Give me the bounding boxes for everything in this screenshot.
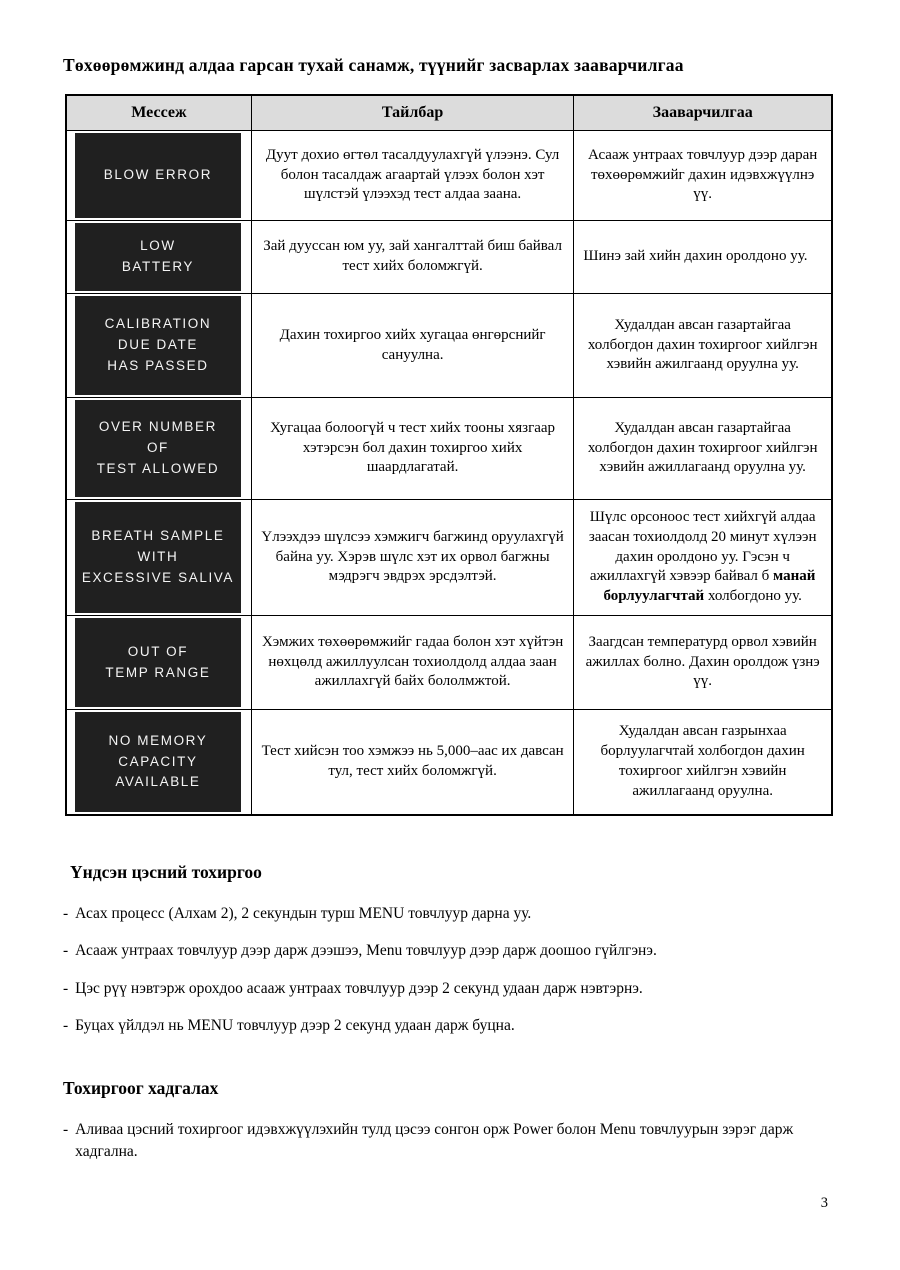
message-cell bbox=[66, 398, 251, 500]
table-row-calibration-due bbox=[66, 294, 832, 398]
instruction-text-bold: манай борлуулагчтай bbox=[603, 568, 816, 605]
device-display-over-number bbox=[75, 400, 241, 497]
bullet-text: Цэс рүү нэвтэрж орохдоо асааж унтраах товчлуур дээр 2 секунд удаан дарж нэвтэрнэ. bbox=[75, 979, 643, 997]
display-line: HAS PASSED bbox=[107, 357, 209, 373]
table-row-no-memory bbox=[66, 710, 832, 816]
bullet-marker: - bbox=[63, 1120, 69, 1138]
display-line: NO MEMORY bbox=[108, 732, 208, 748]
description-cell: Дуут дохио өгтөл тасалдуулахгүй үлээнэ. Сул болон тасалдаж агаартай үлээх болон хэт шүлстэй үлээхэд тест алдаа заана. bbox=[251, 131, 573, 221]
bullet-marker: - bbox=[63, 979, 69, 997]
message-cell bbox=[66, 221, 251, 294]
table-row-out-of-temp-range bbox=[66, 616, 832, 710]
description-cell: Үлээхдээ шүлсээ хэмжигч багжинд оруулахгүй байна уу. Хэрэв шүлс хэт их орвол багжны мэдрэгч эвдрэх эрсдэлтэй. bbox=[251, 500, 573, 616]
display-line: OF bbox=[146, 440, 169, 456]
instruction-cell: Худалдан авсан газартайгаа холбогдон дахин тохиргоог хийлгэн хэвийн ажилгаанд оруулна уу. bbox=[574, 294, 832, 398]
message-cell bbox=[66, 131, 251, 221]
error-message-table bbox=[65, 94, 833, 816]
section-heading-main-menu: Үндсэн цэсний тохиргоо bbox=[70, 862, 262, 882]
instruction-cell: Асааж унтраах товчлуур дээр даран төхөөрөмжийг дахин идэвхжүүлнэ үү. bbox=[574, 131, 832, 221]
device-display-out-of-temp bbox=[75, 618, 241, 707]
bullet-text: Аливаа цэсний тохиргоог идэвхжүүлэхийн тулд цэсээ сонгон орж Power болон Menu товчлуурын зэрэг дарж хадгална. bbox=[75, 1120, 794, 1161]
bullet-text: Асах процесс (Алхам 2), 2 секундын турш MENU товчлуур дарна уу. bbox=[75, 905, 532, 922]
device-display-excessive-saliva bbox=[75, 502, 241, 613]
instruction-text: Шүлс орсоноос тест хийхгүй алдаа заасан тохиолдолд 20 минут хүлээн дахин оролдоно уу. Гэсэн ч ажиллахгүй хэвээр байвал б bbox=[588, 509, 817, 585]
bullet-marker: - bbox=[63, 942, 69, 960]
display-line: CAPACITY bbox=[118, 753, 198, 769]
message-cell bbox=[66, 710, 251, 816]
display-line: TEMP RANGE bbox=[105, 664, 211, 680]
display-line: OUT OF bbox=[127, 643, 189, 659]
bullet-text: Буцах үйлдэл нь MENU товчлуур дээр 2 секунд удаан дарж буцна. bbox=[75, 1017, 515, 1035]
display-line: BATTERY bbox=[121, 259, 195, 274]
instruction-cell: Худалдан авсан газартайгаа холбогдон дахин тохиргоог хийлгэн хэвийн ажиллагаанд оруулна уу. bbox=[574, 398, 832, 500]
page-number: 3 bbox=[820, 1195, 828, 1211]
list-item bbox=[63, 940, 835, 962]
table-row-low-battery bbox=[66, 221, 832, 294]
list-item bbox=[63, 903, 835, 925]
display-line: BLOW ERROR bbox=[103, 167, 213, 183]
message-cell bbox=[66, 616, 251, 710]
display-line: OVER NUMBER bbox=[98, 419, 217, 435]
column-header-instruction: Зааварчилгаа bbox=[574, 95, 832, 131]
device-display-no-memory bbox=[75, 712, 241, 812]
table-row-over-number-tests bbox=[66, 398, 832, 500]
instruction-cell bbox=[574, 500, 832, 616]
table-header-row bbox=[66, 95, 832, 131]
display-line: LOW bbox=[140, 238, 176, 254]
description-cell: Зай дууссан юм уу, зай хангалттай биш байвал тест хийх боломжгүй. bbox=[251, 221, 573, 294]
display-line: CALIBRATION bbox=[104, 316, 212, 332]
list-item bbox=[63, 978, 835, 1000]
instruction-cell: Заагдсан температурд орвол хэвийн ажиллах болно. Дахин оролдож үзнэ үү. bbox=[574, 616, 832, 710]
page-title: Төхөөрөмжинд алдаа гарсан тухай санамж, түүнийг засварлах зааварчилгаа bbox=[63, 55, 684, 75]
device-display-low-battery bbox=[75, 223, 241, 291]
message-cell bbox=[66, 294, 251, 398]
section-save-settings bbox=[63, 1078, 835, 1164]
column-header-description: Тайлбар bbox=[251, 95, 573, 131]
bullet-list bbox=[63, 903, 835, 1038]
bullet-marker: - bbox=[63, 905, 69, 922]
description-cell: Хэмжих төхөөрөмжийг гадаа болон хэт хүйтэн нөхцөлд ажиллуулсан тохиолдолд алдаа заан ажиллахгүй байх бололмжтой. bbox=[251, 616, 573, 710]
display-line: AVAILABLE bbox=[115, 774, 201, 790]
instruction-text: холбогдоно уу. bbox=[707, 588, 802, 605]
list-item bbox=[63, 1119, 835, 1164]
description-cell: Дахин тохиргоо хийх хугацаа өнгөрснийг сануулна. bbox=[251, 294, 573, 398]
bullet-text: Асааж унтраах товчлуур дээр дарж дээшээ, Menu товчлуур дээр дарж доошоо гүйлгэнэ. bbox=[75, 942, 657, 960]
display-line: DUE DATE bbox=[117, 337, 198, 353]
device-display-blow-error bbox=[75, 133, 241, 218]
display-line: BREATH SAMPLE bbox=[91, 528, 225, 544]
instruction-cell: Худалдан авсан газрынхаа борлуулагчтай холбогдон дахин тохиргоог хийлгэн хэвийн ажиллагаанд оруулна. bbox=[574, 710, 832, 816]
message-cell bbox=[66, 500, 251, 616]
list-item bbox=[63, 1015, 835, 1037]
table-row-excessive-saliva bbox=[66, 500, 832, 616]
bullet-list bbox=[63, 1119, 835, 1164]
device-display-calibration-due bbox=[75, 296, 241, 395]
section-heading-save-settings: Тохиргоог хадгалах bbox=[63, 1077, 219, 1098]
display-line: TEST ALLOWED bbox=[96, 460, 220, 476]
description-cell: Хугацаа болоогүй ч тест хийх тооны хязгаар хэтэрсэн бол дахин тохиргоо хийх шаардлагатай. bbox=[251, 398, 573, 500]
column-header-message: Мессеж bbox=[66, 95, 251, 131]
description-cell: Тест хийсэн тоо хэмжээ нь 5,000–аас их давсан тул, тест хийх боломжгүй. bbox=[251, 710, 573, 816]
display-line: EXCESSIVE SALIVA bbox=[81, 569, 234, 585]
display-line: WITH bbox=[137, 549, 179, 565]
instruction-cell: Шинэ зай хийн дахин оролдоно уу. bbox=[574, 221, 832, 294]
section-main-menu-settings bbox=[63, 862, 835, 1038]
table-row-blow-error bbox=[66, 131, 832, 221]
bullet-marker: - bbox=[63, 1017, 69, 1035]
page-content bbox=[63, 55, 835, 1179]
